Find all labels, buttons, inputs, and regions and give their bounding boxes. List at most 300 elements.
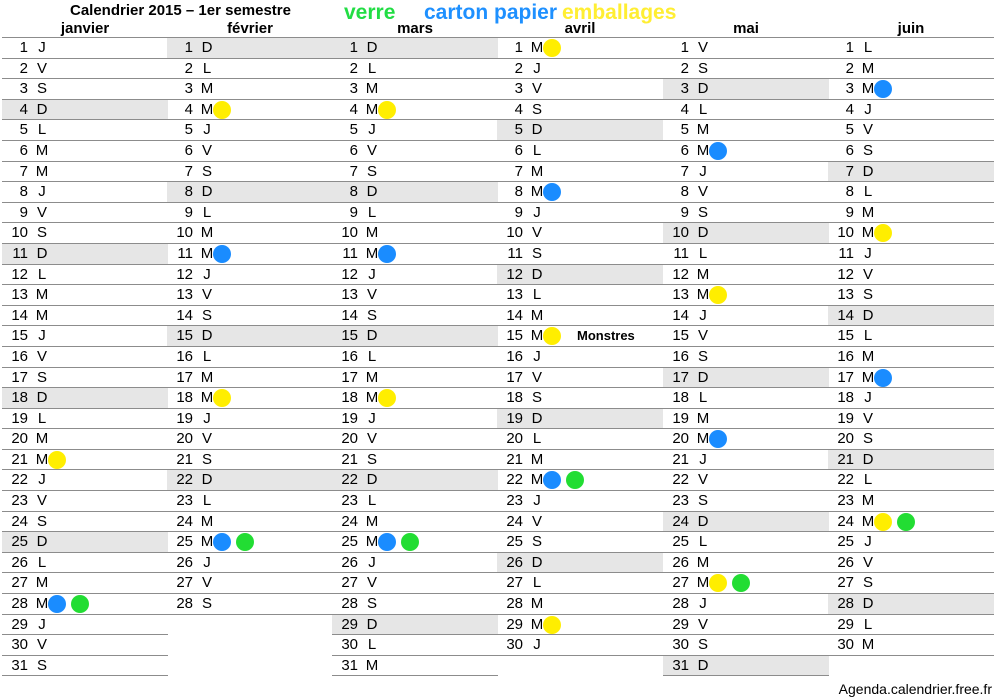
day-row xyxy=(828,490,994,511)
weekday-letter: V xyxy=(36,59,47,77)
weekday-letter: M xyxy=(35,162,49,180)
weekday-letter: L xyxy=(202,203,212,221)
day-number: 6 xyxy=(680,141,689,159)
day-row xyxy=(332,161,498,182)
day-row xyxy=(167,325,333,346)
day-number: 14 xyxy=(506,306,523,324)
day-number: 10 xyxy=(11,224,28,242)
day-row xyxy=(497,37,663,58)
day-row xyxy=(2,305,168,326)
weekday-letter: L xyxy=(698,244,708,262)
yellow-dot-icon xyxy=(874,513,892,531)
day-row xyxy=(167,469,333,490)
day-number: 4 xyxy=(19,100,28,118)
weekday-letter: D xyxy=(201,39,213,56)
day-row xyxy=(497,469,663,490)
weekday-letter: M xyxy=(530,450,544,468)
day-row xyxy=(2,449,168,470)
day-number: 23 xyxy=(506,492,523,510)
day-number: 22 xyxy=(11,471,28,489)
weekday-letter: J xyxy=(38,39,46,56)
collection-dots xyxy=(543,39,561,57)
day-row xyxy=(497,325,663,346)
weekday-letter: V xyxy=(201,574,212,592)
weekday-letter: M xyxy=(200,244,214,262)
day-row xyxy=(497,58,663,79)
day-number: 28 xyxy=(11,595,28,613)
weekday-letter: S xyxy=(531,389,542,407)
day-number: 5 xyxy=(514,121,523,139)
day-number: 6 xyxy=(845,141,854,159)
weekday-letter: J xyxy=(368,409,376,427)
day-row xyxy=(828,346,994,367)
weekday-letter: D xyxy=(531,409,543,427)
blue-dot-icon xyxy=(874,369,892,387)
day-row xyxy=(2,531,168,552)
day-number: 17 xyxy=(672,368,689,386)
collection-dots xyxy=(709,286,727,304)
day-number: 9 xyxy=(19,203,28,221)
day-row xyxy=(828,593,994,614)
collection-dots xyxy=(378,245,396,263)
day-row xyxy=(2,37,168,58)
weekday-letter: S xyxy=(201,162,212,180)
day-row xyxy=(828,37,994,58)
day-number: 8 xyxy=(19,183,28,201)
weekday-letter: D xyxy=(201,327,213,345)
day-row xyxy=(332,449,498,470)
day-row xyxy=(2,284,168,305)
day-number: 18 xyxy=(837,389,854,407)
day-number: 7 xyxy=(19,162,28,180)
day-row xyxy=(332,284,498,305)
weekday-letter: D xyxy=(366,39,378,56)
day-row xyxy=(332,78,498,99)
day-row xyxy=(2,202,168,223)
month-column-mai xyxy=(663,37,829,676)
day-number: 27 xyxy=(672,574,689,592)
day-row xyxy=(497,634,663,655)
day-number: 26 xyxy=(341,553,358,571)
day-number: 9 xyxy=(184,203,193,221)
day-row xyxy=(167,78,333,99)
day-number: 2 xyxy=(19,59,28,77)
month-column-juin xyxy=(828,37,994,656)
day-row xyxy=(828,284,994,305)
day-number: 22 xyxy=(341,471,358,489)
day-number: 21 xyxy=(341,450,358,468)
weekday-letter: J xyxy=(533,636,541,654)
day-number: 11 xyxy=(177,244,193,262)
day-row xyxy=(828,634,994,655)
day-number: 5 xyxy=(19,121,28,139)
day-number: 7 xyxy=(680,162,689,180)
day-row xyxy=(828,572,994,593)
month-column-avril xyxy=(497,37,663,656)
day-row xyxy=(332,614,498,635)
weekday-letter: M xyxy=(35,574,49,592)
day-row xyxy=(828,243,994,264)
blue-dot-icon xyxy=(378,245,396,263)
day-row xyxy=(663,572,829,593)
day-number: 8 xyxy=(680,183,689,201)
weekday-letter: M xyxy=(696,574,710,592)
weekday-letter: M xyxy=(696,121,710,139)
collection-dots xyxy=(213,533,254,551)
day-number: 2 xyxy=(184,59,193,77)
collection-dots xyxy=(709,574,750,592)
day-row xyxy=(663,181,829,202)
day-number: 2 xyxy=(349,59,358,77)
weekday-letter: M xyxy=(696,265,710,283)
collection-dots xyxy=(543,327,561,345)
day-row xyxy=(332,408,498,429)
weekday-letter: S xyxy=(531,100,542,118)
day-row xyxy=(2,614,168,635)
day-number: 28 xyxy=(837,595,854,613)
day-number: 31 xyxy=(672,656,689,674)
weekday-letter: D xyxy=(366,471,378,489)
footer-site: Agenda.calendrier.free.fr xyxy=(838,681,992,697)
weekday-letter: L xyxy=(698,533,708,551)
day-row xyxy=(167,58,333,79)
day-row xyxy=(332,572,498,593)
day-row xyxy=(2,140,168,161)
weekday-letter: V xyxy=(531,368,542,386)
day-number: 20 xyxy=(341,430,358,448)
day-row xyxy=(828,387,994,408)
day-row xyxy=(167,222,333,243)
day-number: 18 xyxy=(672,389,689,407)
day-number: 21 xyxy=(672,450,689,468)
day-row xyxy=(332,181,498,202)
day-row xyxy=(828,305,994,326)
day-number: 16 xyxy=(837,347,854,365)
weekday-letter: M xyxy=(696,141,710,159)
day-row xyxy=(167,531,333,552)
day-number: 16 xyxy=(341,347,358,365)
column-end-line xyxy=(332,675,498,676)
day-row xyxy=(497,408,663,429)
weekday-letter: J xyxy=(533,203,541,221)
day-row xyxy=(497,202,663,223)
day-number: 15 xyxy=(837,327,854,345)
day-number: 23 xyxy=(672,492,689,510)
day-row xyxy=(828,531,994,552)
day-number: 15 xyxy=(11,327,28,345)
weekday-letter: S xyxy=(862,286,873,304)
day-row xyxy=(2,490,168,511)
day-number: 6 xyxy=(514,141,523,159)
day-number: 15 xyxy=(341,327,358,345)
day-row xyxy=(497,593,663,614)
weekday-letter: D xyxy=(366,615,378,633)
day-number: 12 xyxy=(506,265,523,283)
day-number: 14 xyxy=(341,306,358,324)
day-row xyxy=(663,552,829,573)
yellow-dot-icon xyxy=(543,616,561,634)
day-row xyxy=(332,99,498,120)
day-number: 26 xyxy=(837,553,854,571)
day-number: 23 xyxy=(341,492,358,510)
day-row xyxy=(167,511,333,532)
day-row xyxy=(332,243,498,264)
weekday-letter: V xyxy=(862,121,873,139)
day-row xyxy=(167,387,333,408)
day-number: 11 xyxy=(838,244,854,262)
day-number: 10 xyxy=(341,224,358,242)
day-row xyxy=(663,531,829,552)
weekday-letter: M xyxy=(200,389,214,407)
day-number: 31 xyxy=(11,656,28,674)
day-number: 28 xyxy=(672,595,689,613)
weekday-letter: J xyxy=(203,409,211,427)
day-row xyxy=(2,408,168,429)
day-number: 5 xyxy=(845,121,854,139)
day-row xyxy=(663,161,829,182)
yellow-dot-icon xyxy=(213,101,231,119)
day-number: 8 xyxy=(845,183,854,201)
weekday-letter: V xyxy=(697,471,708,489)
weekday-letter: J xyxy=(533,347,541,365)
day-row xyxy=(167,449,333,470)
day-row xyxy=(663,614,829,635)
day-number: 20 xyxy=(176,430,193,448)
collection-dots xyxy=(543,183,561,201)
day-row xyxy=(828,161,994,182)
weekday-letter: D xyxy=(862,595,874,613)
day-number: 17 xyxy=(11,368,28,386)
weekday-letter: V xyxy=(366,430,377,448)
weekday-letter: L xyxy=(863,471,873,489)
day-number: 3 xyxy=(184,80,193,98)
weekday-letter: S xyxy=(862,430,873,448)
day-row xyxy=(663,511,829,532)
day-row xyxy=(167,284,333,305)
day-row xyxy=(332,387,498,408)
weekday-letter: M xyxy=(35,450,49,468)
collection-dots xyxy=(874,80,892,98)
day-number: 2 xyxy=(514,59,523,77)
weekday-letter: V xyxy=(36,203,47,221)
weekday-letter: M xyxy=(696,430,710,448)
weekday-letter: L xyxy=(863,39,873,56)
day-row xyxy=(497,572,663,593)
blue-dot-icon xyxy=(709,430,727,448)
weekday-letter: M xyxy=(861,59,875,77)
weekday-letter: S xyxy=(366,162,377,180)
yellow-dot-icon xyxy=(543,39,561,57)
collection-dots xyxy=(213,101,231,119)
weekday-letter: S xyxy=(201,450,212,468)
day-number: 21 xyxy=(11,450,28,468)
weekday-letter: L xyxy=(532,286,542,304)
day-row xyxy=(497,511,663,532)
day-row xyxy=(828,140,994,161)
collection-dots xyxy=(874,224,892,242)
day-number: 19 xyxy=(176,409,193,427)
weekday-letter: D xyxy=(531,265,543,283)
day-row xyxy=(167,37,333,58)
weekday-letter: M xyxy=(365,80,379,98)
day-row xyxy=(663,655,829,676)
weekday-letter: S xyxy=(36,368,47,386)
collection-dots xyxy=(543,616,561,634)
collection-dots xyxy=(48,451,66,469)
weekday-letter: S xyxy=(697,636,708,654)
day-number: 12 xyxy=(837,265,854,283)
weekday-letter: S xyxy=(697,203,708,221)
day-number: 7 xyxy=(514,162,523,180)
day-number: 13 xyxy=(672,286,689,304)
day-row xyxy=(332,222,498,243)
weekday-letter: L xyxy=(367,636,377,654)
weekday-letter: M xyxy=(530,595,544,613)
day-row xyxy=(828,614,994,635)
legend-carton-papier: carton papier xyxy=(424,1,558,24)
day-row xyxy=(497,449,663,470)
blue-dot-icon xyxy=(213,245,231,263)
month-header-février: février xyxy=(227,20,273,37)
weekday-letter: D xyxy=(366,183,378,201)
weekday-letter: M xyxy=(200,512,214,530)
day-number: 12 xyxy=(341,265,358,283)
weekday-letter: D xyxy=(201,183,213,201)
day-number: 14 xyxy=(672,306,689,324)
weekday-letter: J xyxy=(203,553,211,571)
weekday-letter: D xyxy=(862,162,874,180)
weekday-letter: M xyxy=(200,368,214,386)
day-number: 24 xyxy=(11,512,28,530)
day-row xyxy=(828,181,994,202)
day-row xyxy=(828,325,994,346)
day-row xyxy=(497,387,663,408)
day-row xyxy=(2,222,168,243)
weekday-letter: J xyxy=(699,595,707,613)
day-row xyxy=(2,58,168,79)
day-number: 30 xyxy=(837,636,854,654)
day-row xyxy=(167,181,333,202)
weekday-letter: M xyxy=(861,492,875,510)
weekday-letter: M xyxy=(365,533,379,551)
weekday-letter: M xyxy=(861,347,875,365)
day-number: 9 xyxy=(514,203,523,221)
weekday-letter: L xyxy=(202,59,212,77)
day-row xyxy=(828,99,994,120)
weekday-letter: M xyxy=(365,100,379,118)
day-row xyxy=(332,552,498,573)
weekday-letter: M xyxy=(696,553,710,571)
day-row xyxy=(2,243,168,264)
day-row xyxy=(828,222,994,243)
day-row xyxy=(828,511,994,532)
day-row xyxy=(167,243,333,264)
day-row xyxy=(828,469,994,490)
day-number: 29 xyxy=(506,615,523,633)
yellow-dot-icon xyxy=(378,101,396,119)
day-row xyxy=(2,511,168,532)
day-row xyxy=(497,99,663,120)
day-number: 22 xyxy=(837,471,854,489)
weekday-letter: V xyxy=(862,553,873,571)
day-row xyxy=(332,140,498,161)
day-row xyxy=(663,78,829,99)
weekday-letter: V xyxy=(36,636,47,654)
day-number: 3 xyxy=(19,80,28,98)
day-number: 30 xyxy=(11,636,28,654)
weekday-letter: M xyxy=(861,636,875,654)
day-number: 18 xyxy=(176,389,193,407)
day-number: 24 xyxy=(176,512,193,530)
weekday-letter: L xyxy=(37,265,47,283)
weekday-letter: L xyxy=(863,327,873,345)
weekday-letter: L xyxy=(367,492,377,510)
day-row xyxy=(663,222,829,243)
day-row xyxy=(497,490,663,511)
day-number: 29 xyxy=(341,615,358,633)
day-row xyxy=(167,99,333,120)
day-row xyxy=(2,387,168,408)
collection-dots xyxy=(378,389,396,407)
weekday-letter: D xyxy=(862,450,874,468)
weekday-letter: M xyxy=(35,430,49,448)
day-number: 8 xyxy=(349,183,358,201)
weekday-letter: S xyxy=(862,141,873,159)
yellow-dot-icon xyxy=(709,286,727,304)
collection-dots xyxy=(378,533,419,551)
column-end-line xyxy=(828,655,994,656)
day-number: 17 xyxy=(341,368,358,386)
collection-dots xyxy=(213,245,231,263)
day-row xyxy=(497,140,663,161)
weekday-letter: V xyxy=(36,347,47,365)
day-number: 28 xyxy=(341,595,358,613)
weekday-letter: L xyxy=(863,615,873,633)
yellow-dot-icon xyxy=(213,389,231,407)
collection-dots xyxy=(543,471,584,489)
weekday-letter: S xyxy=(366,306,377,324)
day-number: 25 xyxy=(11,533,28,551)
weekday-letter: D xyxy=(862,306,874,324)
weekday-letter: J xyxy=(368,265,376,283)
weekday-letter: D xyxy=(36,389,48,407)
weekday-letter: L xyxy=(367,59,377,77)
day-number: 12 xyxy=(672,265,689,283)
day-row xyxy=(828,58,994,79)
blue-dot-icon xyxy=(709,142,727,160)
day-row xyxy=(663,367,829,388)
day-row xyxy=(167,408,333,429)
weekday-letter: J xyxy=(699,450,707,468)
weekday-letter: L xyxy=(863,183,873,201)
day-number: 19 xyxy=(341,409,358,427)
day-number: 25 xyxy=(837,533,854,551)
day-number: 17 xyxy=(506,368,523,386)
weekday-letter: S xyxy=(697,59,708,77)
weekday-letter: L xyxy=(532,430,542,448)
day-number: 11 xyxy=(507,244,523,262)
day-number: 9 xyxy=(349,203,358,221)
day-number: 12 xyxy=(176,265,193,283)
month-header-mars: mars xyxy=(397,20,433,37)
day-number: 3 xyxy=(349,80,358,98)
blue-dot-icon xyxy=(213,533,231,551)
day-row xyxy=(2,181,168,202)
weekday-letter: J xyxy=(864,100,872,118)
day-number: 15 xyxy=(176,327,193,345)
weekday-letter: L xyxy=(367,203,377,221)
weekday-letter: D xyxy=(531,121,543,139)
